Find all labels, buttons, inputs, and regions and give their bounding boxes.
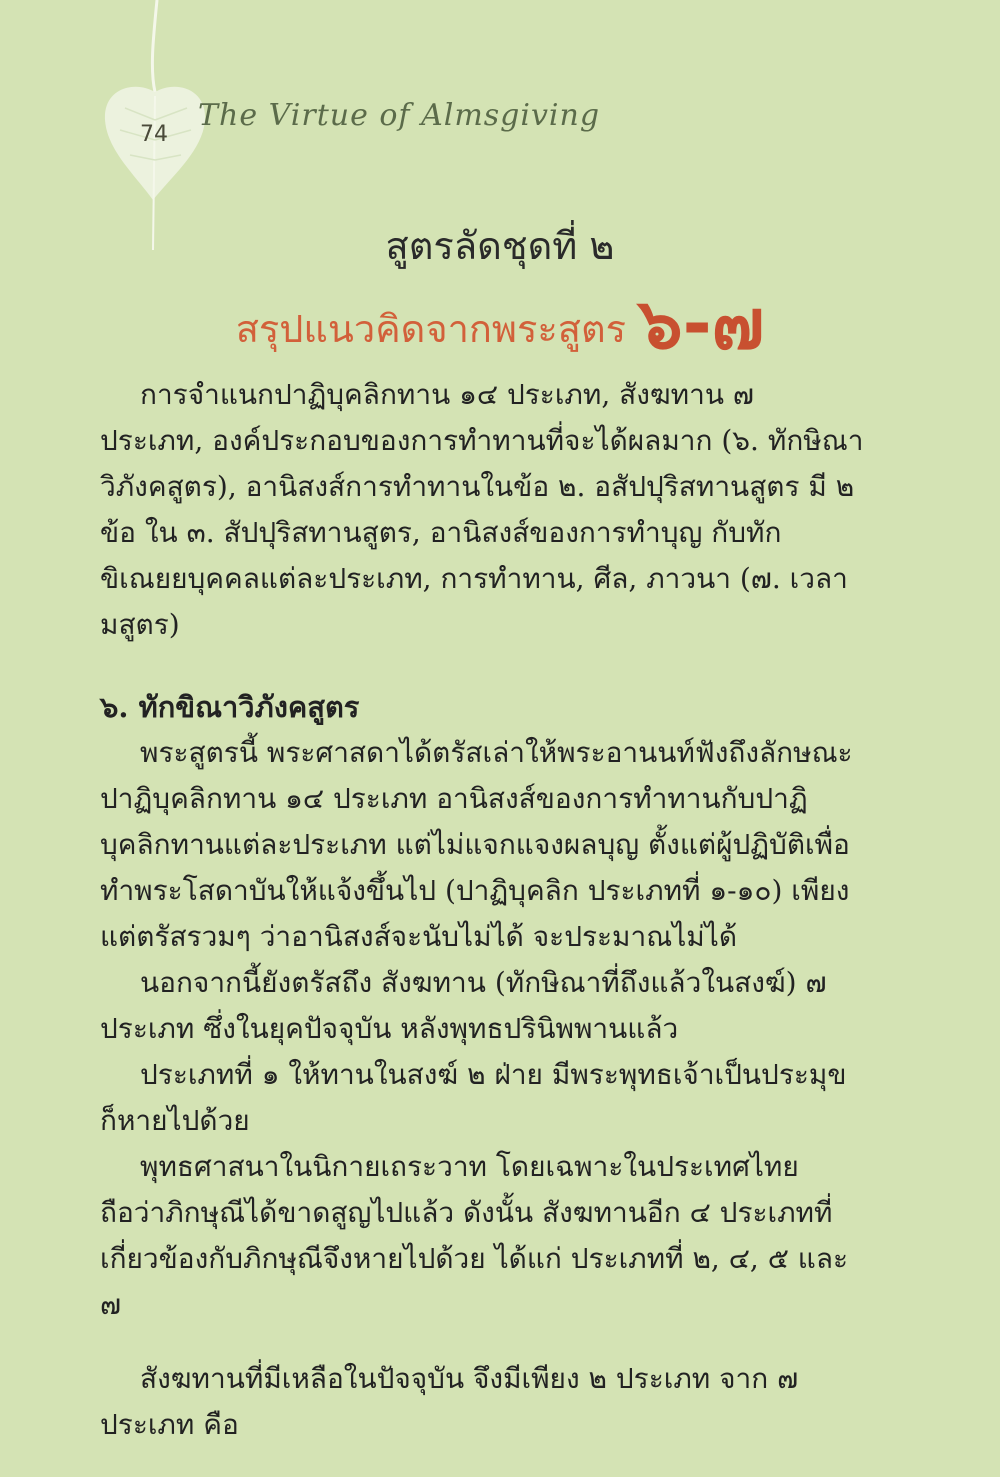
chapter-title: สูตรลัดชุดที่ ๒	[385, 224, 615, 268]
sutta-range: ๖-๗	[638, 283, 765, 365]
paragraph: นอกจากนี้ยังตรัสถึง สังฆทาน (ทักษิณาที่ถึงแล้วในสงฆ์) ๗ ประเภท ซึ่งในยุคปัจจุบัน หลังพุทธปรินิพพานแล้ว	[100, 966, 827, 1045]
paragraph: พระสูตรนี้ พระศาสดาได้ตรัสเล่าให้พระอานนท์ฟังถึงลักษณะปาฏิบุคลิกทาน ๑๔ ประเภท อานิสงส์ของการทำทานกับปาฏิบุคลิกทานแต่ละประเภท แต่ไม่แจกแจงผลบุญ ตั้งแต่ผู้ปฏิบัติเพื่อทำพระโสดาบันให้แจ้งขึ้นไป (ปาฏิบุคลิก ประเภทที่ ๑-๑๐) เพียงแต่ตรัสรวมๆ ว่าอานิสงส์จะนับไม่ได้ จะประมาณไม่ได้	[100, 736, 853, 953]
paragraph: สังฆทานที่มีเหลือในปัจจุบัน จึงมีเพียง ๒ ประเภท จาก ๗ ประเภท คือ	[100, 1362, 799, 1441]
chapter-subtitle-text: สรุปแนวคิดจากพระสูตร	[235, 307, 627, 351]
section-heading: ๖. ทักขิณาวิภังคสูตร	[100, 690, 360, 724]
chapter-subtitle	[0, 268, 1000, 379]
paragraph: พุทธศาสนาในนิกายเถระวาท โดยเฉพาะในประเทศไทย ถือว่าภิกษุณีได้ขาดสูญไปแล้ว ดังนั้น สังฆทานอีก ๔ ประเภทที่เกี่ยวข้องกับภิกษุณีจึงหายไปด้วย ได้แก่ ประเภทที่ ๒, ๔, ๕ และ ๗	[100, 1150, 849, 1321]
intro-paragraph: การจำแนกปาฏิบุคลิกทาน ๑๔ ประเภท, สังฆทาน ๗ ประเภท, องค์ประกอบของการทำทานที่จะได้ผลมาก (๖. ทักษิณาวิภังคสูตร), อานิสงส์การทำทานในข้อ ๒. อสัปปุริสทานสูตร มี ๒ ข้อ ใน ๓. สัปปุริสทานสูตร, อานิสงส์ของการทำบุญ กับทักขิเณยยบุคคลแต่ละประเภท, การทำทาน, ศีล, ภาวนา (๗. เวลามสูตร)	[100, 378, 864, 641]
running-title: The Virtue of Almsgiving	[198, 98, 601, 133]
body-text	[100, 372, 865, 1448]
paragraph: ประเภทที่ ๑ ให้ทานในสงฆ์ ๒ ฝ่าย มีพระพุทธเจ้าเป็นประมุข ก็หายไปด้วย	[100, 1058, 847, 1137]
page-number: 74	[140, 122, 168, 147]
